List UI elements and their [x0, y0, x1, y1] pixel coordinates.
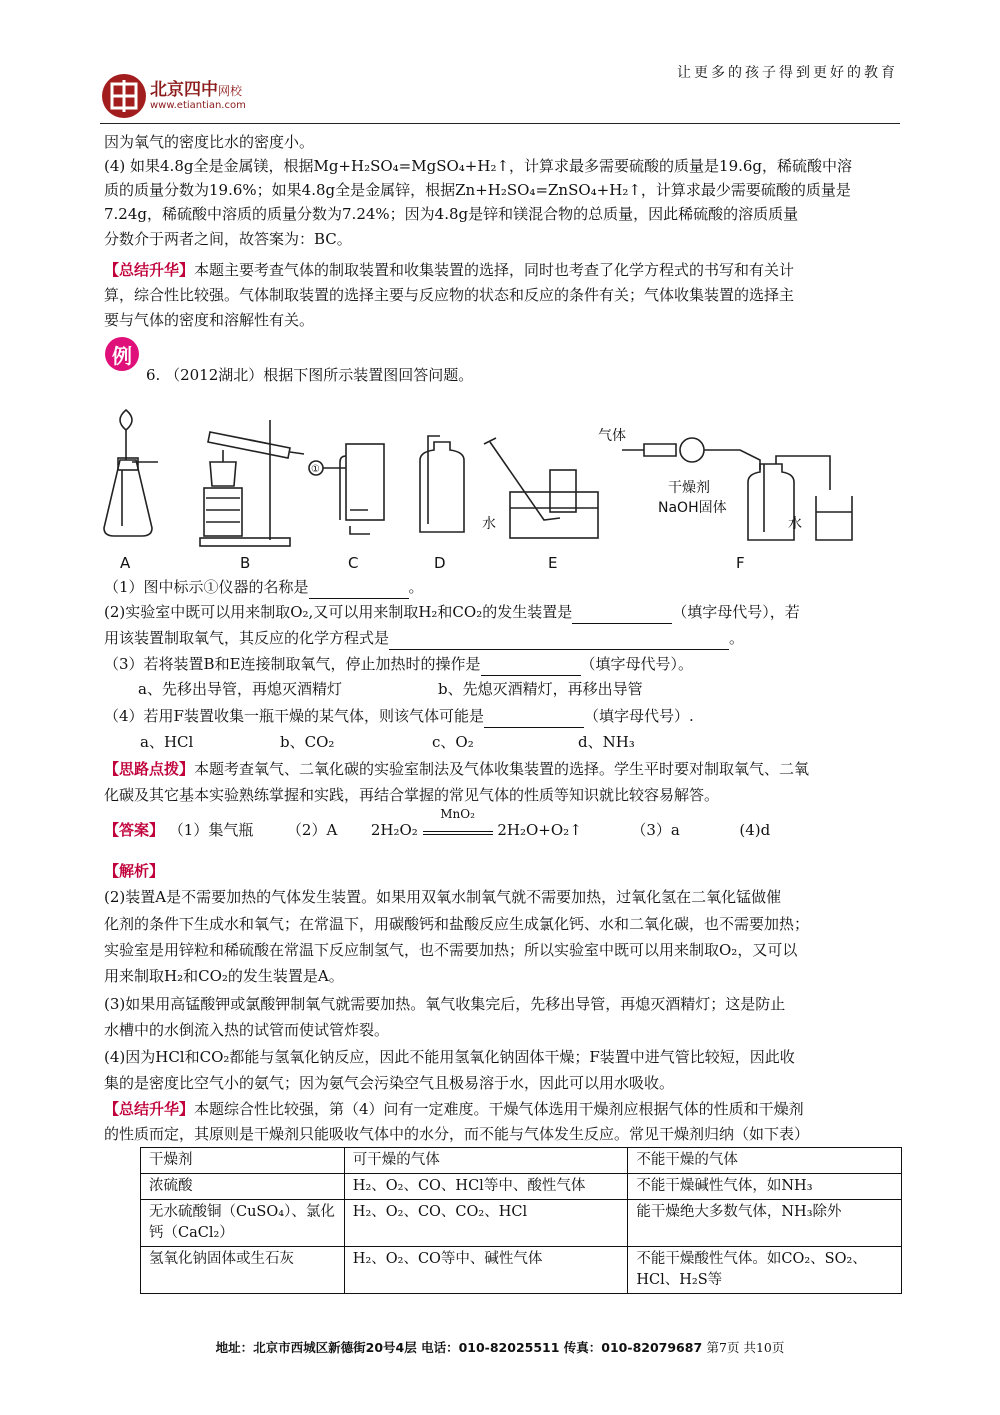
- question-2-line2: 用该装置制取氧气，其反应的化学方程式是 。: [104, 626, 900, 650]
- example-title: 6. （2012湖北）根据下图所示装置图回答问题。: [146, 366, 474, 384]
- table-cell: 不能干燥酸性气体。如CO₂、SO₂、HCl、H₂S等: [628, 1247, 902, 1294]
- question-1: （1）图中标示①仪器的名称是 。: [104, 575, 900, 599]
- summary-tag: 【总结升华】: [104, 261, 195, 279]
- apparatus-figure: [100, 400, 900, 578]
- footer-address: 地址：北京市西城区新德街20号4层 电话：010-82025511 传真：010-82079687: [215, 1340, 703, 1355]
- hint-tag: 【思路点拨】: [104, 760, 195, 778]
- analysis-line7: (4)因为HCl和CO₂都能与氢氧化钠反应，因此不能用氢氧化钠固体干燥；F装置中进气管比较短，因此收: [104, 1048, 795, 1066]
- question-2-line1: (2)实验室中既可以用来制取O₂,又可以用来制取H₂和CO₂的发生装置是 （填字母代号），若: [104, 600, 900, 624]
- answer-blank-3: [481, 659, 581, 676]
- marker-label: ①: [311, 464, 320, 475]
- label-e: E: [548, 554, 558, 572]
- table-cell: 浓硫酸: [141, 1174, 345, 1200]
- analysis-tag: 【解析】: [104, 862, 165, 880]
- prev-line: 因为氧气的密度比水的密度小。: [104, 133, 315, 151]
- footer-page: 第7页 共10页: [706, 1340, 785, 1355]
- table-header-row: [141, 1148, 902, 1174]
- label-b: B: [240, 554, 251, 572]
- water-e-label: 水: [482, 516, 496, 532]
- equation-left: 2H₂O₂: [370, 821, 418, 839]
- analysis-line4: 用来制取H₂和CO₂的发生装置是A。: [104, 967, 344, 985]
- table-row: [141, 1174, 902, 1200]
- apparatus-c: [309, 444, 384, 534]
- q3-option-a: a、先移出导管，再熄灭酒精灯: [138, 680, 342, 698]
- q3-option-b: b、先熄灭酒精灯，再移出导管: [438, 680, 643, 698]
- page-footer: [0, 1338, 1000, 1356]
- label-d: D: [434, 554, 446, 572]
- apparatus-d: [420, 436, 464, 532]
- apparatus-a: [104, 410, 158, 536]
- answer-blank-1: [309, 582, 409, 599]
- answer-line: 【答案】 （1）集气瓶 （2）A 2H₂O₂ MnO₂ 2H₂O+O₂↑ （3）a (4)d: [104, 807, 771, 839]
- table-cell: 氢氧化钠固体或生石灰: [141, 1247, 345, 1294]
- logo-suffix: 网校: [218, 84, 243, 98]
- equation-right: 2H₂O+O₂↑: [497, 821, 582, 839]
- apparatus-f: [622, 438, 852, 540]
- table-row: [141, 1247, 902, 1294]
- summary2-line2: 的性质而定，其原则是干燥剂只能吸收气体中的水分，而不能与气体发生反应。常见干燥剂归纳（如下表）: [104, 1125, 810, 1143]
- question-4: （4）若用F装置收集一瓶干燥的某气体，则该气体可能是 （填字母代号）.: [104, 704, 900, 728]
- summary2-line1: 【总结升华】本题综合性比较强，第（4）问有一定难度。干燥气体选用干燥剂应根据气体的性质和干燥剂: [104, 1100, 804, 1118]
- drying-agent-label: 干燥剂: [668, 480, 710, 496]
- answer-blank-4: [484, 711, 584, 728]
- prev-q4-line2: 质的质量分数为19.6%；如果4.8g全是金属锌，根据Zn+H₂SO₄=ZnSO₄+H₂↑，计算求最少需要硫酸的质量是: [104, 181, 851, 199]
- question-3: （3）若将装置B和E连接制取氧气，停止加热时的操作是 （填字母代号）。: [104, 652, 900, 676]
- table-cell: H₂、O₂、CO、CO₂、HCl: [344, 1200, 628, 1247]
- table-cell: 不能干燥碱性气体，如NH₃: [628, 1174, 902, 1200]
- analysis-line1: (2)装置A是不需要加热的气体发生装置。如果用双氧水制氧气就不需要加热，过氧化氢在二氧化锰做催: [104, 888, 782, 906]
- label-a: A: [120, 554, 131, 572]
- table-header: 干燥剂: [141, 1148, 345, 1174]
- equation-catalyst: MnO₂: [440, 807, 475, 821]
- water-f-label: 水: [788, 516, 802, 532]
- naoh-solid-label: NaOH固体: [658, 500, 727, 516]
- table-cell: H₂、O₂、CO、HCl等中、酸性气体: [344, 1174, 628, 1200]
- analysis-line3: 实验室是用锌粒和稀硫酸在常温下反应制氢气，也不需要加热；所以实验室中既可以用来制取O₂，又可以: [104, 941, 798, 959]
- example-badge-text: 例: [112, 344, 132, 368]
- prev-summary-line2: 算，综合性比较强。气体制取装置的选择主要与反应物的状态和反应的条件有关；气体收集装置的选择主: [104, 286, 795, 304]
- analysis-line6: 水槽中的水倒流入热的试管而使试管炸裂。: [104, 1021, 390, 1039]
- table-row: [141, 1200, 902, 1247]
- apparatus-e: [484, 438, 598, 538]
- answer-blank-2: [572, 607, 672, 624]
- hint-line1: 【思路点拨】本题考查氧气、二氧化碳的实验室制法及气体收集装置的选择。学生平时要对制取氧气、二氧: [104, 760, 810, 778]
- analysis-line8: 集的是密度比空气小的氨气；因为氨气会污染空气且极易溶于水，因此可以用水吸收。: [104, 1074, 675, 1092]
- prev-summary-line3: 要与气体的密度和溶解性有关。: [104, 311, 315, 329]
- summary2-tag: 【总结升华】: [104, 1100, 195, 1118]
- q4-option-a: a、HCl: [140, 733, 194, 751]
- header-divider: [100, 123, 900, 124]
- table-header: 不能干燥的气体: [628, 1148, 902, 1174]
- q4-option-d: d、NH₃: [578, 733, 635, 751]
- label-c: C: [348, 554, 359, 572]
- q4-option-b: b、CO₂: [280, 733, 335, 751]
- table-cell: 无水硫酸铜（CuSO₄）、氯化钙（CaCl₂）: [141, 1200, 345, 1247]
- header-slogan: 让更多的孩子得到更好的教育: [677, 65, 898, 81]
- logo-url: www.etiantian.com: [150, 100, 246, 111]
- school-logo-icon: [100, 72, 148, 120]
- logo-name: 北京四中网校: [150, 80, 243, 100]
- prev-q4-line3: 7.24g，稀硫酸中溶质的质量分数为7.24%；因为4.8g是锌和镁混合物的总质量，因此稀硫酸的溶质质量: [104, 205, 799, 223]
- table-header: 可干燥的气体: [344, 1148, 628, 1174]
- analysis-line2: 化剂的条件下生成水和氧气；在常温下，用碳酸钙和盐酸反应生成氯化钙、水和二氧化碳，也不需要加热；: [104, 915, 810, 933]
- prev-q4-line4: 分数介于两者之间，故答案为：BC。: [104, 230, 352, 248]
- table-cell: H₂、O₂、CO等中、碱性气体: [344, 1247, 628, 1294]
- gas-label: 气体: [598, 428, 626, 444]
- analysis-line5: (3)如果用高锰酸钾或氯酸钾制氧气就需要加热。氧气收集完后，先移出导管，再熄灭酒精灯；这是防止: [104, 995, 786, 1013]
- hint-line2: 化碳及其它基本实验熟练掌握和实践，再结合掌握的常见气体的性质等知识就比较容易解答。: [104, 786, 720, 804]
- apparatus-b: [200, 420, 304, 546]
- prev-summary-line1: 【总结升华】本题主要考查气体的制取装置和收集装置的选择，同时也考查了化学方程式的书写和有关计: [104, 261, 795, 279]
- q4-option-c: c、O₂: [432, 733, 474, 751]
- prev-q4-line1: (4) 如果4.8g全是金属镁，根据Mg+H₂SO₄=MgSO₄+H₂↑，计算求最多需要硫酸的质量是19.6g，稀硫酸中溶: [104, 157, 853, 175]
- answer-tag: 【答案】: [104, 821, 165, 839]
- answer-blank-equation: [389, 633, 729, 650]
- label-f: F: [736, 554, 745, 572]
- table-cell: 能干燥绝大多数气体，NH₃除外: [628, 1200, 902, 1247]
- drying-agent-table: [140, 1147, 902, 1294]
